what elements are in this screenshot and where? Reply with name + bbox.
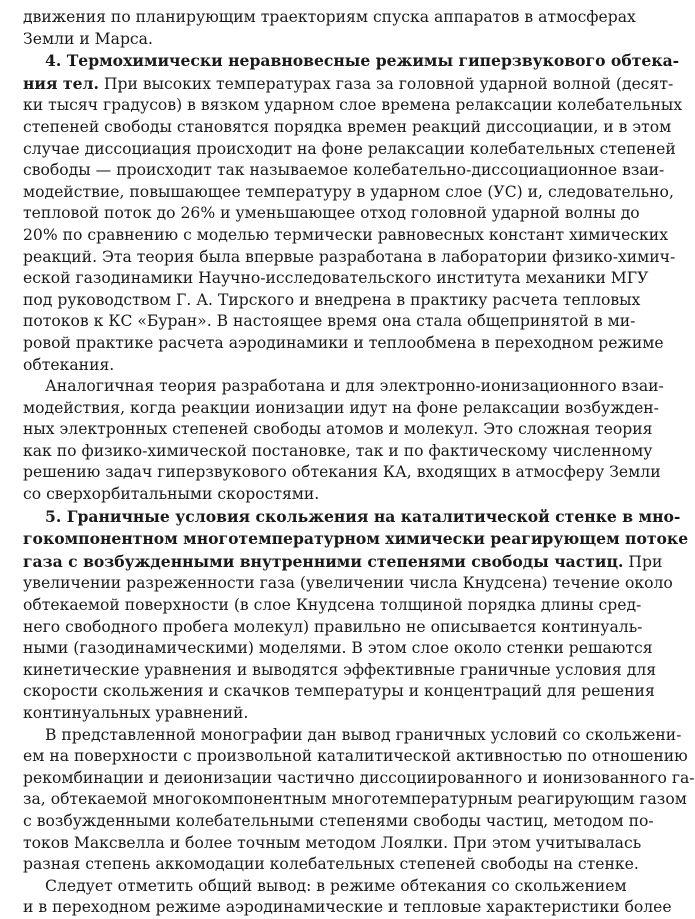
text-line: со сверхорбитальными скоростями. — [23, 485, 320, 504]
text-line: потоков к КС «Буран». В настоящее время она стала общепринятой в ми- — [23, 312, 636, 331]
text-line: и в переходном режиме аэродинамические и тепловые характеристики более — [23, 898, 672, 917]
text-line: ния тел. При высоких температурах газа за головной ударной волной (десят- — [23, 73, 674, 93]
text-line: обтекаемой поверхности (в слое Кнудсена толщиной порядка длины сред- — [23, 596, 642, 615]
text-line: степеней свободы становятся порядка времен реакций диссоциации, и в этом — [23, 117, 672, 136]
text-line: с возбужденными колебательными степенями свободы частиц, методом по- — [23, 811, 654, 830]
text-line: континуальных уравнений. — [23, 704, 249, 722]
text-line: ными (газодинамическими) моделями. В этом слое около стенки решаются — [23, 639, 653, 658]
text-line: токов Максвелла и более точным методом Лоялки. При этом учитывалась — [23, 833, 642, 852]
text-line: Следует отметить общий вывод: в режиме обтекания со скольжением — [45, 876, 627, 895]
section-5-heading: гокомпонентном многотемпературном химически реагирующем потоке — [23, 529, 689, 549]
text-line: увеличении разреженности газа (увеличении числа Кнудсена) течение около — [23, 574, 673, 593]
text-line: свободы — происходит так называемое колебательно-диссоциационное взаи- — [23, 161, 665, 180]
section-5-heading: 5. Граничные условия скольжения на каталитической стенке в мно- — [45, 506, 681, 526]
text-line: разная степень аккомодации колебательных степеней свободы на стенке. — [23, 855, 639, 874]
text-line: В представленной монографии дан вывод граничных условий со скольжени- — [45, 725, 682, 744]
section-5-heading-end: газа с возбужденными внутренними степенями свободы частиц. — [23, 551, 624, 571]
text-line: газа с возбужденными внутренними степенями свободы частиц. При — [23, 551, 663, 571]
text-line: под руководством Г. А. Тирского и внедрена в практику расчета тепловых — [23, 290, 641, 309]
text-line: реакций. Эта теория была впервые разработана в лаборатории физико-химич- — [23, 247, 676, 266]
section-4-heading: 4. Термохимически неравновесные режимы гиперзвукового обтека- — [45, 51, 680, 71]
text-line: случае диссоциация происходит на фоне релаксации колебательных степеней — [23, 139, 676, 158]
text-line: модействие, повышающее температуру в ударном слое (УС) и, следовательно, — [23, 182, 674, 201]
text-line: модействия, когда реакции ионизации идут на фоне релаксации возбужден- — [23, 398, 659, 417]
text-line: как по физико-химической постановке, так и по фактическому численному — [23, 441, 653, 460]
text-line: решению задач гиперзвукового обтекания КА, входящих в атмосферу Земли — [23, 463, 661, 482]
text-line: Земли и Марса. — [23, 29, 153, 48]
text-line: ровой практике расчета аэродинамики и теплообмена в переходном режиме — [23, 333, 664, 352]
text-line: скорости скольжения и скачков температуры и концентраций для решения — [23, 682, 655, 701]
text-line: него свободного пробега молекул) правильно не описывается континуаль- — [23, 617, 643, 636]
text-line: кинетические уравнения и выводятся эффективные граничные условия для — [23, 660, 657, 679]
text-line: за, обтекаемой многокомпонентным многотемпературным реагирующим газом — [23, 790, 687, 809]
text-line: ем на поверхности с произвольной каталитической активностью по отношению — [23, 747, 688, 766]
text-line: обтекания. — [23, 355, 115, 374]
text-line: еской газодинамики Научно-исследовательского института механики МГУ — [23, 269, 649, 288]
text-line: рекомбинации и деионизации частично диссоциированного и ионизованного га- — [23, 768, 695, 787]
text-line: 20% по сравнению с моделью термически равновесных констант химических — [23, 225, 668, 244]
text-line: тепловой поток до 26% и уменьшающее отход головной ударной волны до — [23, 204, 640, 223]
text-line: движения по планирующим траекториям спуска аппаратов в атмосферах — [23, 8, 636, 26]
text-line: ных электронных степеней свободы атомов и молекул. Это сложная теория — [23, 420, 653, 439]
text-line: ки тысяч градусов) в вязком ударном слое времена релаксации колебательных — [23, 96, 683, 115]
text-line: Аналогичная теория разработана и для электронно-ионизационного взаи- — [45, 377, 664, 396]
section-4-heading-end: ния тел. — [23, 73, 99, 93]
